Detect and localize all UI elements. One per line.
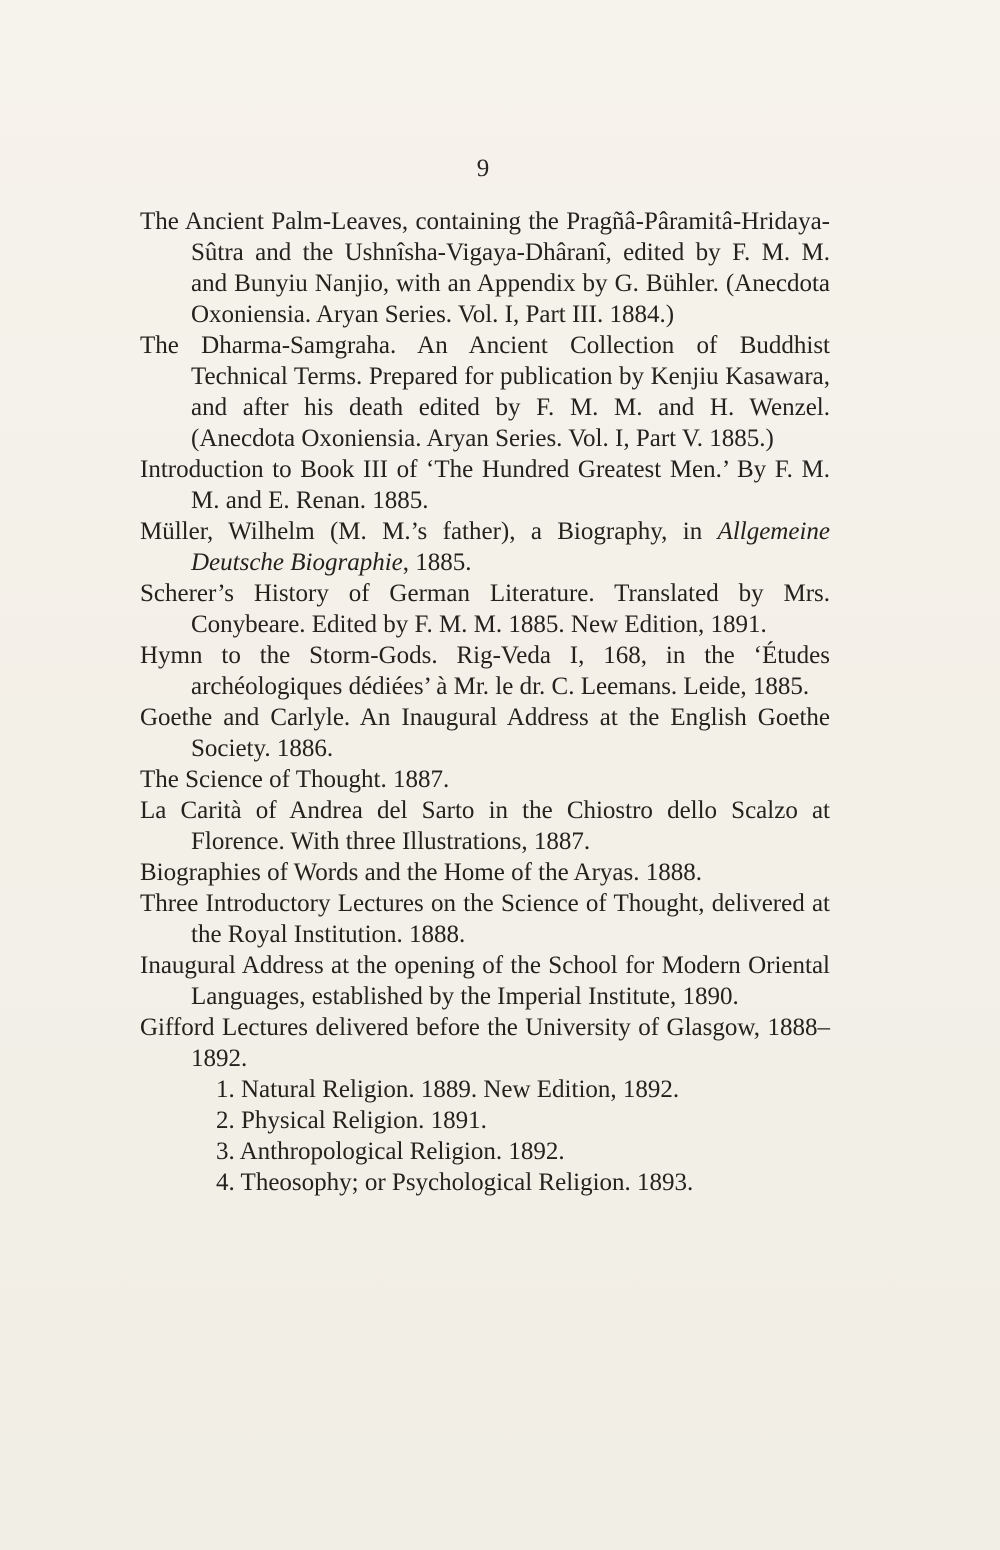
bibliography-entry [140, 516, 830, 578]
bibliography-entry: Introduction to Book III of ‘The Hundred Greatest Men.’ By F. M. M. and E. Renan. 1885. [140, 456, 830, 514]
bibliography-entry: Goethe and Carlyle. An Inaugural Address at the English Goethe Society. 1886. [140, 704, 830, 762]
bibliography-entry: The Dharma-Samgraha. An Ancient Collection of Buddhist Technical Terms. Prepared for publication by Kenjiu Kasawara, and after his death edited by F. M. M. and H. Wenzel. (Anecdota Oxoniensia. Aryan Series. Vol. I, Part V. 1885.) [140, 332, 830, 452]
bibliography-entry: Hymn to the Storm-Gods. Rig-Veda I, 168, in the ‘Études archéologiques dédiées’ à Mr. le dr. C. Leemans. Leide, 1885. [140, 642, 830, 700]
entry-text: , 1885. [402, 549, 472, 576]
lecture-item: 3. Anthropological Religion. 1892. [216, 1138, 565, 1165]
bibliography-entry: Biographies of Words and the Home of the Aryas. 1888. [140, 859, 703, 886]
entry-text: Müller, Wilhelm (M. M.’s father), a Biography, in [140, 518, 718, 545]
lecture-item: 4. Theosophy; or Psychological Religion. 1893. [216, 1169, 694, 1196]
gifford-lectures-list [140, 1074, 830, 1198]
page-number: 9 [476, 155, 490, 182]
bibliography-entry: The Ancient Palm-Leaves, containing the Pragñâ-Pâramitâ-Hridaya-Sûtra and the Ushnîsha-Vigaya-Dhâranî, edited by F. M. M. and Bunyiu Nanjio, with an Appendix by G. Bühler. (Anecdota Oxoniensia. Aryan Series. Vol. I, Part III. 1884.) [140, 208, 830, 328]
entry-italic-title: Allgemeine Deutsche Biographie [191, 518, 830, 576]
bibliography-entry: The Science of Thought. 1887. [140, 766, 450, 793]
bibliography-entry: Three Introductory Lectures on the Science of Thought, delivered at the Royal Institution. 1888. [140, 890, 830, 948]
lecture-item: 2. Physical Religion. 1891. [216, 1107, 487, 1134]
bibliography-entry: Scherer’s History of German Literature. Translated by Mrs. Conybeare. Edited by F. M. M. 1885. New Edition, 1891. [140, 580, 830, 638]
bibliography-entry: La Carità of Andrea del Sarto in the Chiostro dello Scalzo at Florence. With three Illustrations, 1887. [140, 797, 830, 855]
lecture-item: 1. Natural Religion. 1889. New Edition, 1892. [216, 1076, 680, 1103]
bibliography-list [140, 206, 830, 1198]
bibliography-entry: Gifford Lectures delivered before the University of Glasgow, 1888–1892. [140, 1014, 830, 1072]
bibliography-entry: Inaugural Address at the opening of the School for Modern Oriental Languages, established by the Imperial Institute, 1890. [140, 952, 830, 1010]
